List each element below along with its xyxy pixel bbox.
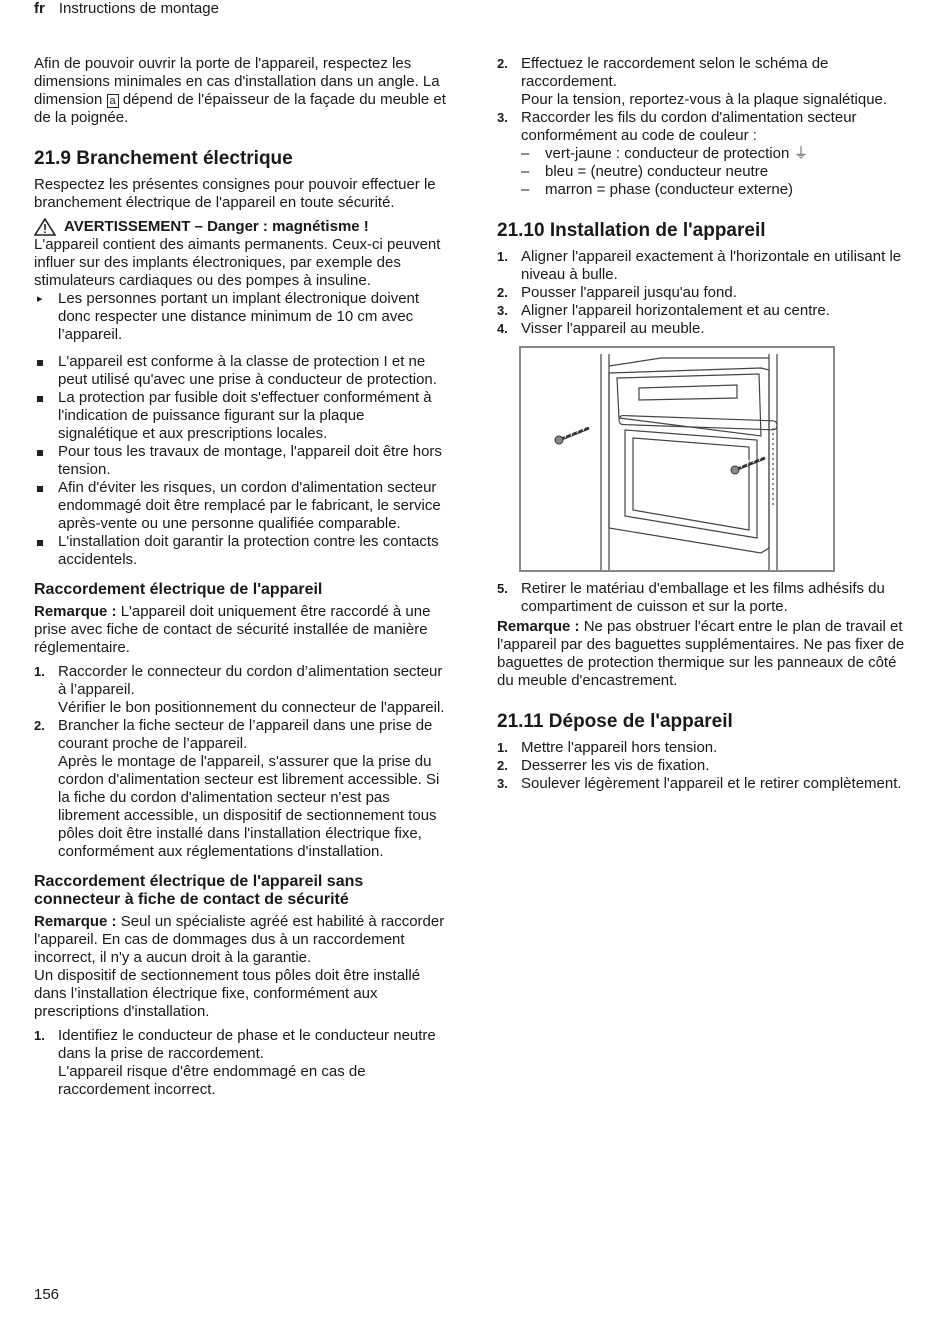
subheading-raccordement-sans-fiche: Raccordement électrique de l'appareil sans connecteur à fiche de contact de sécurité	[34, 873, 364, 908]
dimension-a-box: a	[107, 94, 119, 108]
list-item: – bleu = (neutre) conducteur neutre	[521, 163, 912, 181]
list-item: 2. Brancher la fiche secteur de l’appareil dans une prise de courant proche de l’appareil. Après le montage de l'appareil, s'assurer que la prise du cordon d'alimentation secteur est librement accessible. Si la fiche du cordon d'alimentation secteur n'est pas librement accessible, un dispositif de sectionnement tous pôles doit être installé dans l'installation électrique fixe, conformément aux réglementations d'installation.	[34, 717, 440, 860]
identification-steps	[34, 1027, 448, 1099]
list-item: L'installation doit garantir la protection contre les contacts accidentels.	[34, 533, 448, 569]
connection-steps	[34, 663, 448, 861]
list-item: 2. Desserrer les vis de fixation.	[497, 757, 710, 774]
list-item: Pour tous les travaux de montage, l'appareil doit être hors tension.	[34, 443, 448, 479]
right-column	[497, 55, 912, 793]
section-heading-21-10: 21.10 Installation de l'appareil	[497, 220, 766, 241]
installation-steps	[497, 248, 912, 338]
left-column	[34, 55, 448, 1099]
list-item: 1. Mettre l'appareil hors tension.	[497, 739, 718, 756]
list-item: 4. Visser l'appareil au meuble.	[497, 320, 705, 337]
list-item: 3. Aligner l'appareil horizontalement et au centre.	[497, 302, 830, 319]
warning-title: AVERTISSEMENT – Danger : magnétisme !	[64, 218, 369, 235]
list-item: La protection par fusible doit s'effectuer conformément à l'indication de puissance figurant sur la plaque signalétique et aux prescriptions locales.	[34, 389, 448, 443]
warning-title-row	[34, 218, 448, 236]
list-item: Afin d'éviter les risques, un cordon d'alimentation secteur endommagé doit être remplacé par le fabricant, le service après-vente ou une personne qualifiée comparable.	[34, 479, 448, 533]
warning-action-list	[34, 290, 448, 344]
remark-1: Remarque : L'appareil doit uniquement être raccordé à une prise avec fiche de contact de sécurité installée de manière réglementaire.	[34, 603, 431, 656]
list-item: 3. Soulever légèrement l'appareil et le retirer complètement.	[497, 775, 902, 792]
section-heading-21-11: 21.11 Dépose de l'appareil	[497, 711, 733, 732]
removal-steps	[497, 739, 912, 793]
header-title: Instructions de montage	[58, 0, 219, 17]
paragraph-sectionnement: Un dispositif de sectionnement tous pôles doit être installé dans l’installation électrique fixe, conformément aux prescriptions d'installation.	[34, 967, 421, 1020]
subheading-raccordement: Raccordement électrique de l'appareil	[34, 581, 323, 598]
section-heading-21-9: 21.9 Branchement électrique	[34, 148, 293, 169]
screw-left-icon	[555, 426, 589, 444]
list-item: – vert-jaune : conducteur de protection ⏚	[521, 145, 912, 163]
remark-2: Remarque : Seul un spécialiste agréé est habilité à raccorder l'appareil. En cas de dommages dus à un raccordement incorrect, il n'y a aucun droit à la garantie.	[34, 913, 445, 966]
oven-screw-drawing	[521, 348, 833, 570]
safety-bullet-list	[34, 353, 448, 569]
list-item: 5. Retirer le matériau d'emballage et les films adhésifs du compartiment de cuisson et sur la porte.	[497, 580, 885, 615]
list-item: 2. Pousser l'appareil jusqu'au fond.	[497, 284, 737, 301]
installation-step-5	[497, 580, 912, 616]
section-intro: Respectez les présentes consignes pour pouvoir effectuer le branchement électrique de l'appareil en toute sécurité.	[34, 176, 436, 211]
remark-3: Remarque : Ne pas obstruer l'écart entre le plan de travail et l'appareil par des baguettes supplémentaires. Ne pas fixer de baguettes de protection thermique sur les panneaux de côté du meuble d'encastrement.	[497, 618, 905, 689]
intro-paragraph: Afin de pouvoir ouvrir la porte de l'appareil, respectez les dimensions minimales en cas d'installation dans un angle. La dimension a dépend de l'épaisseur de la façade du meuble et de la poignée.	[34, 55, 446, 126]
color-code-list	[521, 145, 912, 199]
list-item: 2. Effectuez le raccordement selon le schéma de raccordement. Pour la tension, reportez-vous à la plaque signalétique.	[497, 55, 888, 108]
list-item: 1. Identifiez le conducteur de phase et le conducteur neutre dans la prise de raccordement. L'appareil risque d'être endommagé en cas de raccordement incorrect.	[34, 1027, 436, 1098]
list-item: 1. Raccorder le connecteur du cordon d’alimentation secteur à l’appareil. Vérifier le bon positionnement du connecteur de l'appareil.	[34, 663, 445, 716]
screw-right-icon	[731, 456, 765, 474]
installation-illustration	[519, 346, 835, 572]
warning-action: ▸ Les personnes portant un implant électronique doivent donc respecter une distance minimum de 10 cm avec l’appareil.	[34, 290, 448, 344]
list-item: – marron = phase (conducteur externe)	[521, 181, 912, 199]
warning-triangle-icon	[34, 218, 56, 236]
warning-text: L'appareil contient des aimants permanents. Ceux-ci peuvent influer sur des implants électroniques, par exemple des stimulateurs cardiaques ou des pompes à insuline.	[34, 236, 441, 289]
page-header	[34, 0, 219, 18]
list-item: 3. Raccorder les fils du cordon d'alimentation secteur conformément au code de couleur : – vert-jaune : conducteur de protection ⏚ – bleu = (neutre) conducteur neutre – marron = phase (conducteur externe)	[497, 109, 912, 199]
list-item: L'appareil est conforme à la classe de protection I et ne peut utilisé qu'avec une prise à conducteur de protection.	[34, 353, 448, 389]
list-item: 1. Aligner l'appareil exactement à l'horizontale en utilisant le niveau à bulle.	[497, 248, 902, 283]
page-number: 156	[34, 1286, 60, 1303]
connection-steps-continued	[497, 55, 912, 199]
lang-code: fr	[34, 0, 45, 17]
